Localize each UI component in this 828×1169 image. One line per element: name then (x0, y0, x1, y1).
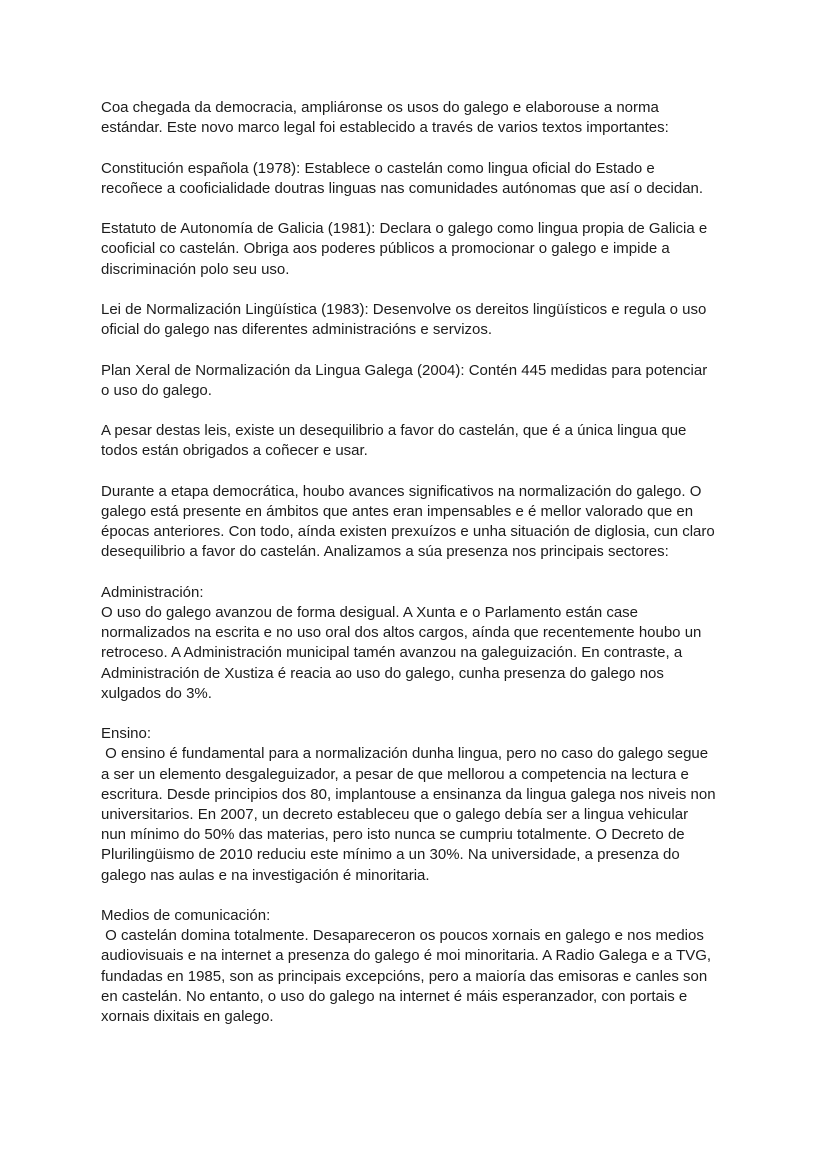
text-line: O castelán domina totalmente. Desapareceron os poucos xornais en galego e nos medios (101, 927, 704, 945)
text-line: O uso do galego avanzou de forma desigual. A Xunta e o Parlamento están case (101, 603, 639, 621)
text-line: O ensino é fundamental para a normalización dunha lingua, pero no caso do galego segue (101, 745, 709, 763)
text-line: Administración de Xustiza é reacia ao uso do galego, cunha presenza do galego nos (101, 664, 664, 682)
text-line: Ensino: (101, 725, 152, 743)
text-line: o uso do galego. (101, 381, 212, 399)
text-line: normalizados na escrita e no uso oral dos altos cargos, aínda que recentemente houbo un (101, 624, 702, 642)
paragraph (101, 219, 761, 280)
text-line: discriminación polo seu uso. (101, 260, 290, 278)
text-line: A pesar destas leis, existe un desequilibrio a favor do castelán, que é a única lingua que (101, 422, 687, 440)
text-line: Plurilingüismo de 2010 reduciu este mínimo a un 30%. Na universidade, a presenza do (101, 846, 680, 864)
text-line: Medios de comunicación: (101, 906, 271, 924)
text-line: universitarios. En 2007, un decreto estableceu que o galego debía ser a lingua vehicular (101, 805, 689, 823)
document-page (101, 98, 761, 1047)
text-line: fundadas en 1985, son as principais excepcións, pero a maioría das emisoras e canles son (101, 967, 708, 985)
text-line: Durante a etapa democrática, houbo avances significativos na normalización do galego. O (101, 482, 702, 500)
paragraph (101, 421, 761, 461)
paragraph (101, 906, 761, 1027)
text-line: recoñece a cooficialidade doutras linguas nas comunidades autónomas que así o decidan. (101, 179, 704, 197)
text-line: xulgados do 3%. (101, 684, 212, 702)
text-line: todos están obrigados a coñecer e usar. (101, 442, 368, 460)
text-line: Lei de Normalización Lingüística (1983): Desenvolve os dereitos lingüísticos e regula o uso (101, 300, 707, 318)
text-line: épocas anteriores. Con todo, aínda existen prexuízos e unha situación de diglosia, cun claro (101, 523, 715, 541)
text-line: estándar. Este novo marco legal foi establecido a través de varios textos importantes: (101, 119, 669, 137)
paragraph (101, 583, 761, 704)
paragraph (101, 361, 761, 401)
text-line: cooficial co castelán. Obriga aos poderes públicos a promocionar o galego e impide a (101, 240, 670, 258)
text-line: xornais dixitais en galego. (101, 1008, 274, 1025)
text-line: en castelán. No entanto, o uso do galego na internet é máis esperanzador, con portais e (101, 987, 688, 1005)
paragraph (101, 159, 761, 199)
text-line: audiovisuais e na internet a presenza do galego é moi minoritaria. A Radio Galega e a TVG, (101, 947, 712, 965)
text-line: galego está presente en ámbitos que antes eran impensables e é mellor valorado que en (101, 502, 694, 520)
paragraph (101, 724, 761, 886)
text-line: galego nas aulas e na investigación é minoritaria. (101, 866, 430, 884)
text-line: oficial do galego nas diferentes administracións e servizos. (101, 321, 493, 339)
text-line: a ser un elemento desgaleguizador, a pesar de que mellorou a competencia na lectura e (101, 765, 689, 783)
paragraph (101, 482, 761, 563)
paragraph (101, 98, 761, 138)
text-line: Coa chegada da democracia, ampliáronse os usos do galego e elaborouse a norma (101, 99, 659, 116)
text-line: nun mínimo do 50% das materias, pero isto nunca se cumpriu totalmente. O Decreto de (101, 826, 685, 844)
text-line: Estatuto de Autonomía de Galicia (1981): Declara o galego como lingua propia de Galicia e (101, 220, 708, 238)
text-line: Administración: (101, 583, 204, 601)
text-line: desequilibrio a favor do castelán. Analizamos a súa presenza nos principais sectores: (101, 543, 669, 561)
text-line: Constitución española (1978): Establece o castelán como lingua oficial do Estado e (101, 159, 655, 177)
text-line: Plan Xeral de Normalización da Lingua Galega (2004): Contén 445 medidas para potenciar (101, 361, 708, 379)
paragraph (101, 300, 761, 340)
text-line: escritura. Desde principios dos 80, implantouse a ensinanza da lingua galega nos niveis non (101, 785, 716, 803)
text-line: retroceso. A Administración municipal tamén avanzou na galeguización. En contraste, a (101, 644, 683, 662)
